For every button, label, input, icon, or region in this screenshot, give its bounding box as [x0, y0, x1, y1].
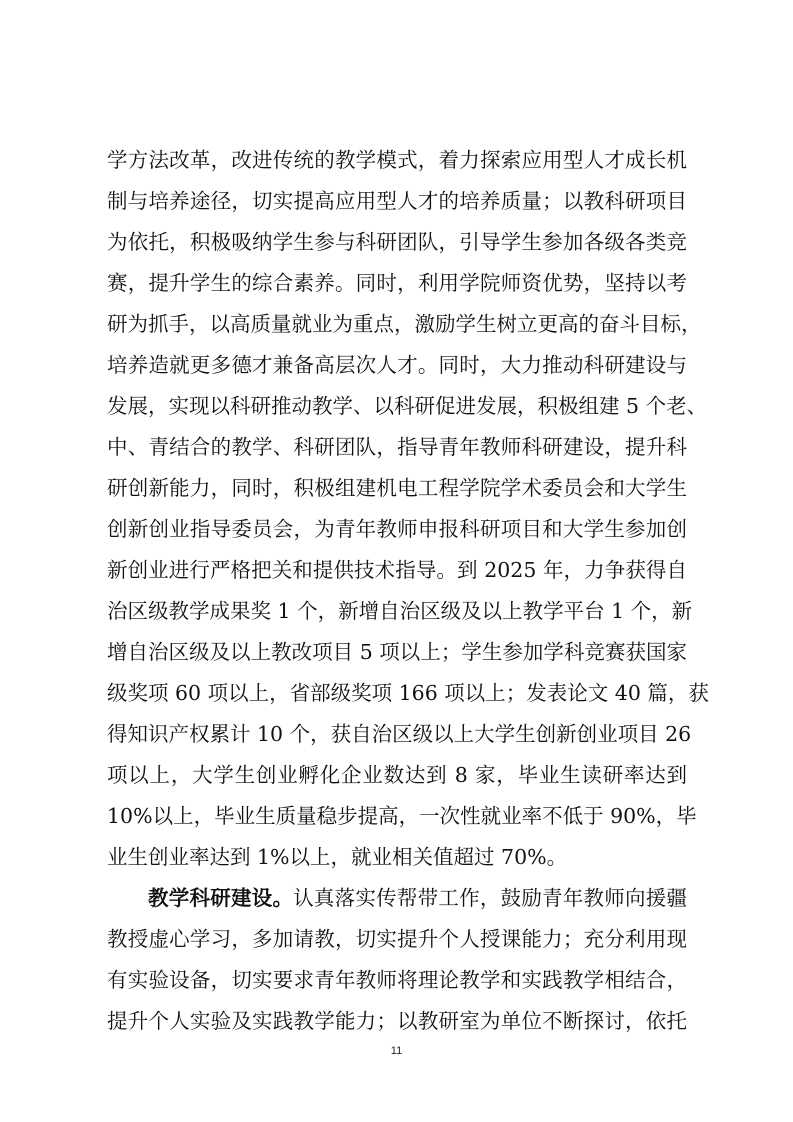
- text-line: 制与培养途径，切实提高应用型人才的培养质量；以教科研项目: [107, 189, 687, 213]
- text-line: 新创业进行严格把关和提供技术指导。到 2025 年，力争获得自: [107, 558, 687, 582]
- text-line: 级奖项 60 项以上，省部级奖项 166 项以上；发表论文 40 篇，获: [107, 681, 709, 705]
- text-line: 中、青结合的教学、科研团队，指导青年教师科研建设，提升科: [107, 435, 687, 459]
- text-line: 培养造就更多德才兼备高层次人才。同时，大力推动科研建设与: [107, 353, 687, 377]
- paragraph-text: 认真落实传帮带工作，鼓励青年教师向援疆: [293, 886, 688, 910]
- section-heading: 教学科研建设。: [148, 886, 294, 910]
- paragraph-first-line: [148, 886, 687, 910]
- text-line: 项以上，大学生创业孵化企业数达到 8 家，毕业生读研率达到: [107, 763, 687, 787]
- text-line: 研为抓手，以高质量就业为重点，激励学生树立更高的奋斗目标，: [107, 312, 702, 336]
- text-line: 增自治区级及以上教改项目 5 项以上；学生参加学科竞赛获国家: [107, 640, 687, 664]
- page-number: 11: [390, 1045, 403, 1057]
- text-line: 提升个人实验及实践教学能力；以教研室为单位不断探讨，依托: [107, 1009, 687, 1033]
- text-line: 创新创业指导委员会，为青年教师申报科研项目和大学生参加创: [107, 517, 687, 541]
- text-line: 为依托，积极吸纳学生参与科研团队，引导学生参加各级各类竞: [107, 230, 687, 254]
- text-line: 治区级教学成果奖 1 个，新增自治区级及以上教学平台 1 个，新: [107, 599, 693, 623]
- text-line: 业生创业率达到 1%以上，就业相关值超过 70%。: [107, 845, 568, 869]
- text-line: 赛，提升学生的综合素养。同时，利用学院师资优势，坚持以考: [107, 271, 687, 295]
- text-line: 研创新能力，同时，积极组建机电工程学院学术委员会和大学生: [107, 476, 687, 500]
- text-line: 学方法改革，改进传统的教学模式，着力探索应用型人才成长机: [107, 148, 687, 172]
- text-line: 有实验设备，切实要求青年教师将理论教学和实践教学相结合，: [107, 968, 687, 992]
- text-line: 10%以上，毕业生质量稳步提高，一次性就业率不低于 90%，毕: [107, 804, 697, 828]
- text-line: 教授虚心学习，多加请教，切实提升个人授课能力；充分利用现: [107, 927, 687, 951]
- text-line: 发展，实现以科研推动教学、以科研促进发展，积极组建 5 个老、: [107, 394, 708, 418]
- text-line: 得知识产权累计 10 个，获自治区级以上大学生创新创业项目 26: [107, 722, 692, 746]
